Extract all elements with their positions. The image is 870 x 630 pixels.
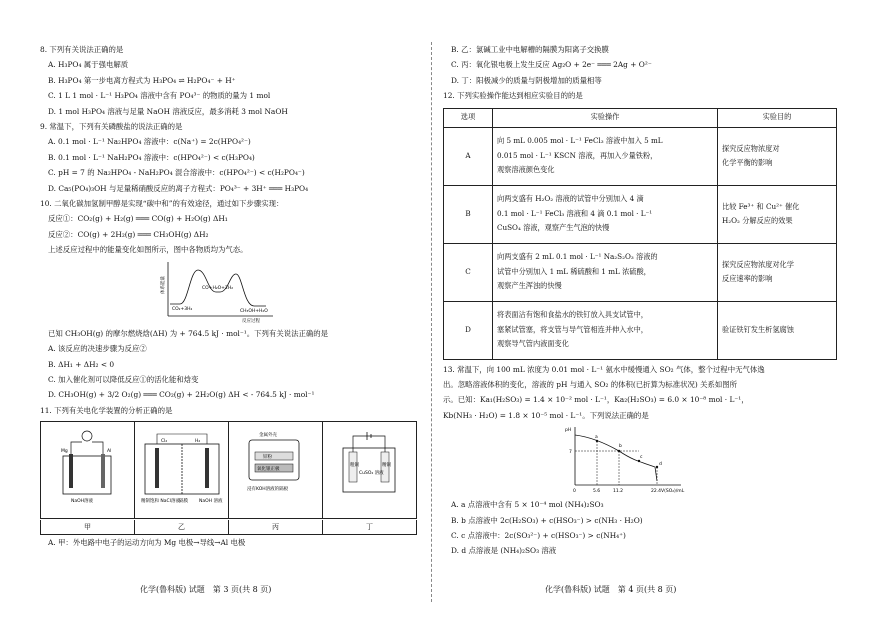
row-aim: 探究反应物浓度对 化学平衡的影响 [718, 127, 837, 185]
caption-bing: 丙 [229, 520, 323, 534]
q9-option-d: D. Ca₅(PO₄)₃OH 与足量稀硝酸反应的离子方程式：PO₄³⁻ + 3H⁺ ═══ H₃PO₄ [48, 183, 309, 193]
caption-jia: 甲 [41, 520, 135, 534]
row-option: D [444, 301, 493, 359]
q13-option-c: C. c 点溶液中：2c(SO₃²⁻) + c(HSO₃⁻) > c(NH₄⁺) [451, 531, 626, 541]
q10-reaction-1: 反应①：CO₂(g) + H₂(g) ═══ CO(g) + H₂O(g) ΔH₁ [48, 214, 228, 224]
left-page [40, 42, 425, 551]
yi-h2-label: H₂ [195, 439, 201, 445]
q13-option-b: B. b 点溶液中 2c(H₂SO₃) + c(HSO₃⁻) > c(NH₃ · H₂O) [451, 515, 643, 525]
q13-stem-1: 13. 常温下，向 100 mL 浓度为 0.01 mol · L⁻¹ 氨水中缓慢通入 SO₂ 气体，整个过程中无气体逸 [443, 364, 765, 374]
yi-membrane-label: 隔膜 [179, 499, 188, 505]
caption-yi: 乙 [135, 520, 229, 534]
q10-stem: 10. 二氧化碳加氢制甲醇是实现“碳中和”的有效途径，通过如下步骤实现： [40, 199, 284, 209]
q10-option-b: B. ΔH₁ + ΔH₂ < 0 [48, 359, 115, 369]
table-row [444, 301, 837, 359]
page-divider [431, 42, 432, 602]
q10-description: 上述反应过程中的能量变化如图所示，图中各物质均为气态。 [48, 245, 248, 255]
ph-point-d: d [659, 462, 662, 468]
q11-option-c: C. 丙：氧化银电极上发生反应 Ag₂O + 2e⁻ ═══ 2Ag + O²⁻ [451, 60, 652, 70]
row-operation: 向两支盛有 H₂O₂ 溶液的试管中分别加入 4 滴 0.1 mol · L⁻¹ FeCl₃ 溶液和 4 滴 0.1 mol · L⁻¹ CuSO₄ 溶液，观察产生气泡的快慢 [493, 185, 718, 243]
ph-xtick-0: 0 [573, 489, 576, 495]
q9-option-c: C. pH = 7 的 Na₂HPO₄ - NaH₂PO₄ 混合溶液中：c(HPO₄²⁻) < c(H₂PO₄⁻) [48, 168, 305, 178]
ph-xtick-3: 22.4 [651, 489, 662, 495]
ph-xlabel: V(SO₂)/mL [661, 489, 685, 495]
row-aim: 比较 Fe³⁺ 和 Cu²⁺ 催化 H₂O₂ 分解反应的效果 [718, 185, 837, 243]
table-header [444, 108, 837, 127]
q10-reaction-2: 反应②：CO(g) + 2H₂(g) ═══ CH₃OH(g) ΔH₂ [48, 229, 209, 239]
q12-stem: 12. 下列实验操作能达到相应实验目的的是 [443, 91, 583, 101]
q10-option-d: D. CH₃OH(g) + 3/2 O₂(g) ═══ CO₂(g) + 2H₂O(g) ΔH < - 764.5 kJ · mol⁻¹ [48, 390, 315, 400]
q9-option-a: A. 0.1 mol · L⁻¹ Na₂HPO₄ 溶液中：c(Na⁺) = 2c(HPO₄²⁻) [48, 137, 251, 147]
energy-xlabel: 反应过程 [242, 318, 260, 324]
energy-label-1: CO₂+3H₂ [172, 306, 193, 312]
q9-stem: 9. 常温下，下列有关磷酸盐的说法正确的是 [40, 122, 183, 132]
bing-separator-label: 浸有KOH溶液的隔板 [247, 487, 289, 493]
ph-xtick-2: 11.2 [613, 489, 624, 495]
jia-al-label: Al [107, 449, 112, 455]
row-aim: 探究反应物浓度对化学 反应速率的影响 [718, 243, 837, 301]
bing-ag2o-label: 氧化银正极 [257, 467, 280, 473]
jia-solution-label: NaOH溶液 [71, 499, 94, 505]
q12-table [443, 108, 837, 360]
footer-left: 化学(鲁科版) 试题 第 3 页(共 8 页) [140, 585, 272, 594]
header-aim: 实验目的 [718, 108, 837, 127]
q11-option-a: A. 甲：外电路中电子的运动方向为 Mg 电极→导线→Al 电极 [48, 538, 246, 548]
table-row [444, 185, 837, 243]
apparatus-captions [40, 520, 417, 535]
q9-option-b: B. 0.1 mol · L⁻¹ NaH₂PO₄ 溶液中：c(HPO₄²⁻) < c(H₃PO₄) [48, 152, 255, 162]
table-row [444, 127, 837, 185]
yi-naoh-label: NaOH 溶液 [199, 499, 223, 505]
ding-crude-label: 粗铜 [350, 463, 359, 469]
caption-ding: 丁 [366, 523, 373, 532]
apparatus-bing [229, 422, 323, 518]
ph-ytick-7: 7 [569, 450, 572, 456]
q11-option-d: D. 丁：阳极减少的质量与阴极增加的质量相等 [451, 75, 602, 85]
row-operation: 向 5 mL 0.005 mol · L⁻¹ FeCl₃ 溶液中加入 5 mL 0.015 mol · L⁻¹ KSCN 溶液，再加入少量铁粉， 观察溶液颜色变化 [493, 127, 718, 185]
energy-label-3: CH₃OH+H₂O [240, 308, 268, 314]
ph-ylabel: pH [565, 428, 572, 434]
footer-right: 化学(鲁科版) 试题 第 4 页(共 8 页) [545, 585, 677, 594]
bing-shell-label: 金属外壳 [259, 433, 277, 439]
ph-point-c: c [640, 455, 643, 461]
q11-option-b: B. 乙：氯碱工业中电解槽的隔膜为阳离子交换膜 [451, 45, 609, 54]
q13-option-a: A. a 点溶液中含有 5 × 10⁻⁴ mol (NH₄)₂SO₃ [451, 500, 604, 510]
ph-chart [443, 425, 841, 495]
row-operation: 向两支盛有 2 mL 0.1 mol · L⁻¹ Na₂S₂O₃ 溶液的 试管中分别加入 1 mL 稀硫酸和 1 mL 浓硫酸， 观察产生浑浊的快慢 [493, 243, 718, 301]
q13-stem-2: 出。忽略溶液体积的变化，溶液的 pH 与通入 SO₂ 的体积(已折算为标准状况) 关系如图所 [443, 380, 738, 390]
header-option: 选项 [444, 108, 493, 127]
q8-stem: 8. 下列有关说法正确的是 [40, 45, 124, 54]
ding-solution-label: CuSO₄ 溶液 [359, 471, 384, 477]
q13-stem-4: Kb(NH₃ · H₂O) = 1.8 × 10⁻⁵ mol · L⁻¹。下列说法正确的是 [443, 410, 649, 420]
row-option: B [444, 185, 493, 243]
q8-option-d: D. 1 mol H₃PO₄ 溶液与足量 NaOH 溶液反应，最多消耗 3 mol NaOH [48, 106, 288, 116]
row-operation: 将表面沾有饱和食盐水的铁钉放入具支试管中， 塞紧试管塞，将支管与导气管相连并伸入水中， 观察导气管内液面变化 [493, 301, 718, 359]
q13-stem-3: 示。已知：Ka₁(H₂SO₃) = 1.4 × 10⁻² mol · L⁻¹，Ka₂(H₂SO₃) = 6.0 × 10⁻⁸ mol · L⁻¹， [443, 395, 749, 405]
q8-option-c: C. 1 L 1 mol · L⁻¹ H₃PO₄ 溶液中含有 PO₄³⁻ 的物质的量为 1 mol [48, 91, 271, 101]
bing-zinc-label: 锌粉 [263, 455, 272, 461]
row-option: A [444, 127, 493, 185]
header-operation: 实验操作 [493, 108, 718, 127]
q8-option-b: B. H₃PO₄ 第一步电离方程式为 H₃PO₄ ⇌ H₂PO₄⁻ + H⁺ [48, 75, 236, 85]
jia-mg-label: Mg [61, 449, 68, 455]
ph-xtick-1: 5.6 [593, 489, 601, 495]
apparatus-yi [135, 422, 229, 518]
energy-ylabel: 体系能量 [161, 275, 166, 294]
apparatus-jia [41, 422, 135, 518]
table-row [444, 243, 837, 301]
ding-pure-label: 精铜 [382, 463, 391, 469]
energy-diagram [40, 260, 425, 324]
q10-option-a: A. 该反应的决速步骤为反应② [48, 344, 147, 354]
q11-stem: 11. 下列有关电化学装置的分析正确的是 [40, 405, 173, 415]
electrochem-apparatus [40, 421, 417, 519]
ph-point-b: b [619, 444, 622, 450]
energy-label-2: CO+H₂O+2H₂ [202, 285, 234, 291]
row-aim: 验证铁钉发生析氢腐蚀 [718, 301, 837, 359]
q8-option-a: A. H₃PO₄ 属于强电解质 [48, 60, 129, 70]
ph-point-a: a [595, 435, 598, 441]
yi-nacl-label: 精制饱和 NaCl溶液 [141, 499, 180, 505]
yi-cl2-label: Cl₂ [161, 439, 168, 445]
q10-option-c: C. 加入催化剂可以降低反应①的活化能和焓变 [48, 374, 199, 384]
q13-option-d: D. d 点溶液是 (NH₄)₂SO₃ 溶液 [451, 546, 557, 556]
right-page [443, 42, 841, 559]
apparatus-ding [323, 422, 416, 518]
q10-given: 已知 CH₃OH(g) 的摩尔燃烧焓(ΔH) 为 + 764.5 kJ · mol⁻¹。下列有关说法正确的是 [48, 328, 329, 338]
row-option: C [444, 243, 493, 301]
